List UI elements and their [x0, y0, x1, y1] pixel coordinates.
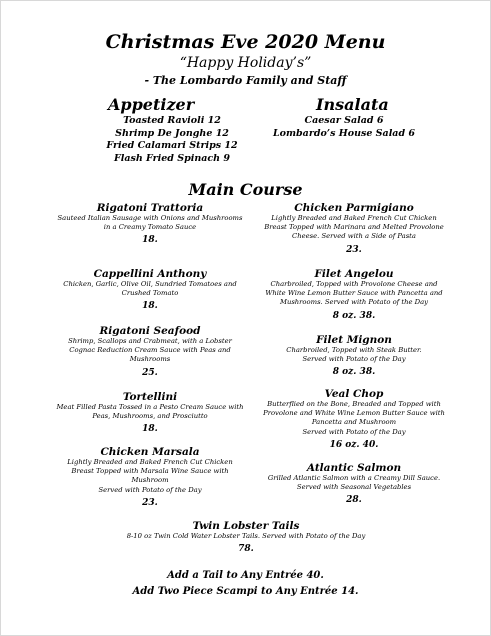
entree-description: Charbroiled, Topped with Steak Butter.	[286, 346, 422, 354]
entree-description: Meat Filled Pasta Tossed in a Pesto Cream Sauce with Peas, Mushrooms, and Prosciutto	[56, 403, 244, 421]
entree-description: Sauteed Italian Sausage with Onions and Mushrooms in a Creamy Tomato Sauce	[57, 214, 243, 232]
entree-chicken-parmigiano	[263, 202, 445, 256]
add-scampi-note: Add Two Piece Scampi to Any Entrée 14.	[132, 586, 359, 597]
appetizer-heading: Appetizer	[108, 95, 195, 114]
insalata-heading: Insalata	[316, 95, 389, 114]
main-course-heading: Main Course	[188, 180, 303, 199]
entree-price: 25.	[142, 367, 158, 378]
entree-filet-angelou	[263, 268, 445, 322]
entree-atlantic-salmon	[263, 462, 445, 506]
greeting: “Happy Holiday’s”	[179, 55, 312, 71]
entree-name: Rigatoni Seafood	[99, 325, 201, 337]
entree-price: 18.	[142, 235, 158, 246]
entree-rigatoni-trattoria	[56, 202, 244, 246]
entree-description: Lightly Breaded and Baked French Cut Chicken Breast Topped with Marsala Wine Sauce with Mushroom	[67, 458, 233, 485]
appetizer-item: Toasted Ravioli 12	[123, 115, 221, 126]
entree-cappellini-anthony	[56, 268, 244, 312]
appetizer-list	[87, 115, 257, 165]
entree-price: 18.	[142, 424, 158, 435]
entree-name: Atlantic Salmon	[306, 462, 402, 474]
entree-name: Twin Lobster Tails	[192, 520, 300, 532]
insalata-item: Lombardo’s House Salad 6	[272, 127, 416, 139]
entree-price: 78.	[238, 544, 254, 555]
entree-twin-lobster-tails	[96, 520, 396, 555]
entree-description: Charbroiled, Topped with Provolone Cheese and White Wine Lemon Butter Sauce with Pancetta and Mushrooms. Served with Potato of the Day	[265, 280, 443, 307]
entree-price: 23.	[346, 244, 362, 255]
insalata-list	[269, 115, 419, 140]
entree-name: Tortellini	[122, 391, 178, 403]
entree-price: 8 oz. 38.	[332, 367, 376, 378]
entree-rigatoni-seafood	[56, 325, 244, 379]
entree-price: 28.	[346, 495, 362, 506]
entree-filet-mignon	[263, 334, 445, 378]
entree-name: Filet Mignon	[316, 334, 392, 346]
entree-name: Chicken Marsala	[100, 446, 200, 458]
entree-name: Chicken Parmigiano	[294, 202, 414, 214]
insalata-item: Caesar Salad 6	[304, 115, 384, 126]
entree-description: Shrimp, Scallops and Crabmeat, with a Lobster Cognac Reduction Cream Sauce with Peas and Mushrooms	[68, 337, 232, 364]
add-tail-note: Add a Tail to Any Entrée 40.	[167, 570, 324, 581]
appetizer-item: Fried Calamari Strips 12	[106, 140, 238, 151]
entree-name: Cappellini Anthony	[93, 268, 207, 280]
entree-price: 8 oz. 38.	[332, 310, 376, 321]
entree-description: Chicken, Garlic, Olive Oil, Sundried Tomatoes and Crushed Tomato	[63, 280, 237, 298]
menu-title: Christmas Eve 2020 Menu	[105, 31, 386, 53]
entree-tortellini	[56, 391, 244, 435]
entree-price: 18.	[142, 301, 158, 312]
entree-side: Served with Potato of the Day	[98, 485, 202, 494]
appetizer-item: Shrimp De Jonghe 12	[115, 127, 229, 139]
entree-name: Filet Angelou	[314, 268, 394, 280]
entree-price: 23.	[142, 497, 158, 508]
entree-name: Rigatoni Trattoria	[96, 202, 204, 214]
entree-name: Veal Chop	[324, 388, 384, 400]
entree-description: Butterflied on the Bone, Breaded and Topped with Provolone and White Wine Lemon Butter Sauce with Pancetta and Mushroom	[263, 400, 445, 427]
entree-side: Served with Potato of the Day	[302, 355, 406, 364]
entree-chicken-marsala	[56, 446, 244, 509]
entree-description: Grilled Atlantic Salmon with a Creamy Dill Sauce. Served with Seasonal Vegetables	[267, 474, 441, 492]
signature-line: - The Lombardo Family and Staff	[144, 74, 347, 87]
entree-description: Lightly Breaded and Baked French Cut Chicken Breast Topped with Marinara and Melted Provolone Cheese. Served with a Side of Pasta	[264, 214, 444, 241]
entree-price: 16 oz. 40.	[329, 439, 379, 450]
entree-side: Served with Potato of the Day	[302, 427, 406, 436]
appetizer-item: Flash Fried Spinach 9	[113, 152, 231, 164]
entree-description: 8-10 oz Twin Cold Water Lobster Tails. Served with Potato of the Day	[126, 532, 366, 540]
entree-veal-chop	[263, 388, 445, 451]
